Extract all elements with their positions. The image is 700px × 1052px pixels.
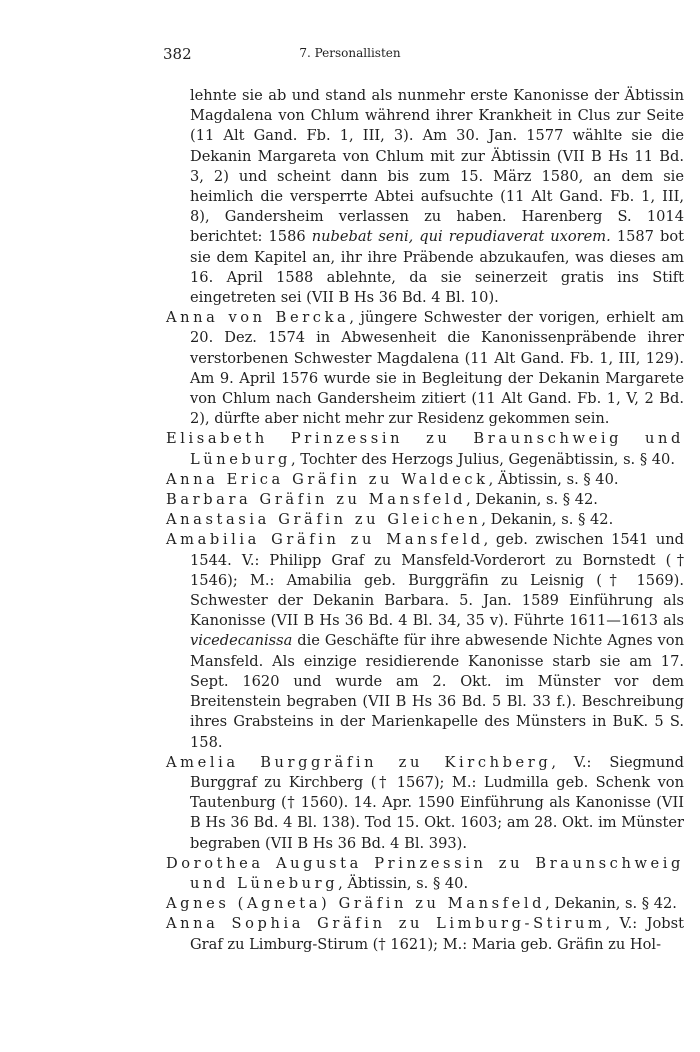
person-name: Elisabeth Prinzessin zu Braunschweig und Lüneburg [166,430,684,468]
person-name: Anastasia Gräfin zu Gleichen [166,511,482,529]
entry-barbara: Barbara Gräfin zu Mansfeld, Dekanin, s. § 42. [166,491,598,509]
person-name: Amelia Burggräfin zu Kirchberg [166,753,552,771]
entry-anna-erica: Anna Erica Gräfin zu Waldeck, Äbtissin, s. § 40. [166,470,619,488]
person-name-prefix: Agnes (Agneta) [166,895,339,913]
entry-anastasia: Anastasia Gräfin zu Gleichen, Dekanin, s. § 42. [166,511,614,529]
page-header [0,45,700,67]
entry-agnes: Agnes (Agneta) Gräfin zu Mansfeld, Dekanin, s. § 42. [166,895,677,913]
person-name: Anna Sophia Gräfin zu Limburg-Stirum [166,915,606,933]
entry-elisabeth: Elisabeth Prinzessin zu Braunschweig und Lüneburg, Tochter des Herzogs Julius, Gegenäbtissin, s. § 40. [166,430,684,468]
running-title: 7. Personallisten [299,46,401,60]
latin-quote: nubebat seni, qui repudiaverat uxorem. [311,228,611,246]
entry-anna-sophia: Anna Sophia Gräfin zu Limburg-Stirum, V.: Jobst Graf zu Limburg-Stirum († 1621); M.: Maria geb. Gräfin zu Hol- [166,915,684,953]
person-name: Dorothea Augusta Prinzessin zu Braunschweig und Lüneburg [166,854,684,892]
latin-term: vicedecanissa [190,632,293,650]
person-name: Barbara Gräfin zu Mansfeld [166,491,467,509]
entry-anna-von-bercka: Anna von Bercka, jüngere Schwester der vorigen, erhielt am 20. Dez. 1574 in Abwesenheit die Kanonissenpräbende ihrer verstorbenen Schwester Magdalena (11 Alt Gand. Fb. 1, III, 129). Am 9. April 1576 wurde sie in Begleitung der Dekanin Margarete von Chlum nach Gandersheim zitiert (11 Alt Gand. Fb. 1, V, 2 Bd. 2), dürfte aber nicht mehr zur Residenz gekommen sein. [166,309,684,428]
page-number: 382 [163,45,192,63]
entry-dorothea-augusta: Dorothea Augusta Prinzessin zu Braunschweig und Lüneburg, Äbtissin, s. § 40. [166,854,684,892]
continuation-paragraph: lehnte sie ab und stand als nunmehr erste Kanonisse der Äbtissin Magdalena von Chlum während ihrer Krankheit in Clus zur Seite (11 Alt Gand. Fb. 1, III, 3). Am 30. Jan. 1577 wählte sie die Dekanin Margareta von Chlum mit zur Äbtissin (VII B Hs 11 Bd. 3, 2) und scheint dann bis zum 15. März 1580, an dem sie heimlich die versperrte Abtei aufsuchte (11 Alt Gand. Fb. 1, III, 8), Gandersheim verlassen zu haben. Harenberg S. 1014 berichtet: 1586 nubebat seni, qui repudiaverat uxorem. 1587 bot sie dem Kapitel an, ihr ihre Präbende abzukaufen, was dieses am 16. April 1588 ablehnte, da sie seinerzeit gratis ins Stift eingetreten sei (VII B Hs 36 Bd. 4 Bl. 10). [190,87,684,307]
person-name: Gräfin zu Mansfeld [338,895,546,913]
entry-amelia: Amelia Burggräfin zu Kirchberg, V.: Siegmund Burggraf zu Kirchberg († 1567); M.: Ludmilla geb. Schenk von Tautenburg († 1560). 14. Apr. 1590 Einführung als Kanonisse (VII B Hs 36 Bd. 4 Bl. 138). Tod 15. Okt. 1603; am 28. Okt. im Münster begraben (VII B Hs 36 Bd. 4 Bl. 393). [166,753,684,852]
person-name: Amabilia Gräfin zu Mansfeld [166,531,484,549]
person-name: Anna von Bercka [166,309,350,327]
entry-amabilia: Amabilia Gräfin zu Mansfeld, geb. zwischen 1541 und 1544. V.: Philipp Graf zu Mansfeld-Vorderort zu Bornstedt († 1546); M.: Amabilia geb. Burggräfin zu Leisnig († 1569). Schwester der Dekanin Barbara. 5. Jan. 1589 Einführung als Kanonisse (VII B Hs 36 Bd. 4 Bl. 34, 35 v). Führte 1611—1613 als vicedecanissa die Geschäfte für ihre abwesende Nichte Agnes von Mansfeld. Als einzige residierende Kanonisse starb sie am 17. Sept. 1620 und wurde am 2. Okt. im Münster vor dem Breitenstein begraben (VII B Hs 36 Bd. 5 Bl. 33 f.). Beschreibung ihres Grabsteins in der Marienkapelle des Münsters in BuK. 5 S. 158. [166,531,684,751]
body-text [166,86,684,955]
person-name: Anna Erica Gräfin zu Waldeck [166,470,489,488]
